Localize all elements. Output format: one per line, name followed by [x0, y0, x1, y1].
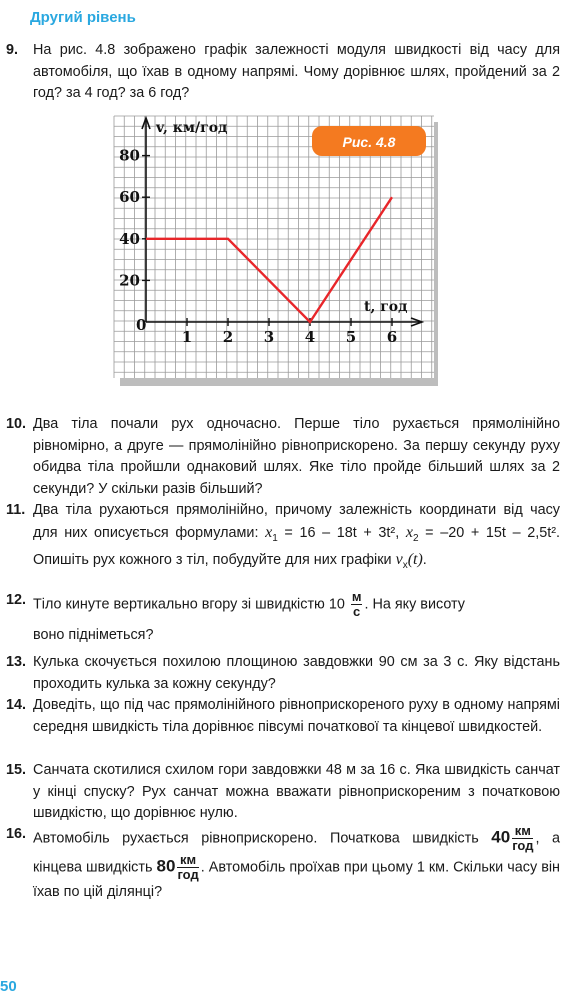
- problem-text-a: Автомобіль рухається рівноприскорено. Початкова швидкість: [33, 830, 479, 847]
- problem-text: Санчата скотилися схилом гори завдовжки 48 м за 16 с. Яка швидкість санчат у кінці спуску? Рух санчат можна вважати рівноприскореним з початковою швидкістю, що дорівнює нулю.: [33, 762, 560, 821]
- problem-number: 11.: [6, 502, 26, 518]
- graph-variable: v: [395, 550, 403, 568]
- problem-text-c: воно підніметься?: [33, 627, 154, 643]
- graph-subscript: x: [402, 559, 408, 571]
- x-tick-label: 5: [345, 328, 357, 346]
- x-tick-label: 2: [222, 328, 234, 346]
- graph-argument: (t): [407, 550, 423, 568]
- problem-text-c: . Автомобіль проїхав при цьому 1 км. Скільки часу він їхав по цій ділянці?: [33, 859, 560, 900]
- unit-fraction-m-s: [351, 590, 363, 619]
- x-tick-label: 3: [263, 328, 275, 346]
- x2-subscript: 2: [412, 532, 419, 544]
- unit-numerator: км: [512, 824, 533, 839]
- problem-10: [6, 414, 560, 500]
- final-speed: 80: [156, 856, 176, 876]
- problem-text-a: Два тіла рухаються прямолінійно, причому залежність координати від часу для них описується формулами:: [33, 502, 560, 541]
- problem-15: [6, 760, 560, 825]
- problem-11: [6, 500, 560, 576]
- unit-numerator: км: [177, 853, 198, 868]
- problem-text: Два тіла почали рух одночасно. Перше тіло рухається прямолінійно рівномірно, а друге — прямолінійно рівноприскорено. За першу секунду руху обидва тіла пройшли однаковий шлях. Яке тіло пройде більший шлях за 2 секунди? У скільки разів більший?: [33, 416, 560, 497]
- y-tick-label: 20: [119, 271, 140, 290]
- problem-16: [6, 824, 560, 904]
- figure-4-8-chart: [108, 110, 448, 390]
- origin-label: 0: [136, 316, 147, 334]
- problem-9: [6, 40, 560, 105]
- problem-14: [6, 695, 560, 738]
- x-tick-label: 4: [304, 328, 316, 346]
- problem-text-b: . На яку висоту: [364, 596, 465, 613]
- y-axis-label: v, км/год: [156, 120, 228, 136]
- x1-variable: x: [265, 523, 273, 541]
- x1-subscript: 1: [272, 532, 278, 544]
- x-tick-label: 1: [181, 328, 193, 346]
- x1-formula: = 16 – 18t + 3t²,: [277, 524, 400, 541]
- page-number: 50: [0, 978, 17, 995]
- problem-number: 16.: [6, 826, 27, 842]
- problem-text-a: Тіло кинуте вертикально вгору зі швидкістю 10: [33, 596, 345, 613]
- problem-text-b: , а кінцева швидкість: [33, 830, 561, 876]
- unit-numerator: м: [351, 589, 362, 604]
- y-tick-label: 80: [119, 146, 140, 165]
- section-title: Другий рівень: [30, 9, 136, 26]
- x-tick-label: 6: [386, 328, 398, 346]
- problem-12: [6, 590, 560, 647]
- problem-number: 13.: [6, 654, 27, 670]
- problem-number: 10.: [6, 416, 27, 432]
- problem-text: На рис. 4.8 зображено графік залежності модуля швидкості від часу для автомобіля, що їхав в одному напрямі. Чому дорівнює шлях, пройдений за 2 год? за 4 год? за 6 год?: [33, 42, 560, 101]
- problem-text: Доведіть, що під час прямолінійного рівноприскореного руху в одному напрямі середня швидкість тіла дорівнює півсумі початкової та кінцевої швидкостей.: [33, 697, 560, 735]
- problem-text: Кулька скочується похилою площиною завдовжки 90 см за 3 с. Яку відстань проходить кулька за кожну секунду?: [33, 654, 560, 692]
- x2-formula: = –20 + 15t – 2,5t².: [418, 524, 561, 541]
- unit-fraction-km-h: [512, 824, 533, 853]
- problem-number: 15.: [6, 762, 27, 778]
- sentence-end: .: [422, 551, 427, 568]
- problem-13: [6, 652, 560, 695]
- unit-denominator: с: [353, 604, 361, 619]
- x-axis-label: t, год: [364, 299, 408, 315]
- y-tick-label: 60: [119, 188, 140, 207]
- problem-text-b: Опишіть рух кожного з тіл, побудуйте для них графіки: [33, 551, 392, 568]
- figure-badge: [312, 126, 426, 156]
- initial-speed: 40: [491, 827, 511, 847]
- problem-number: 12.: [6, 592, 27, 608]
- problem-number: 14.: [6, 697, 27, 713]
- unit-denominator: год: [177, 867, 199, 882]
- problem-number: 9.: [6, 42, 19, 58]
- x2-variable: x: [405, 523, 413, 541]
- badge-label: Рис. 4.8: [342, 134, 396, 150]
- unit-denominator: год: [512, 838, 534, 853]
- unit-fraction-km-h: [177, 853, 198, 882]
- y-tick-label: 40: [119, 229, 140, 248]
